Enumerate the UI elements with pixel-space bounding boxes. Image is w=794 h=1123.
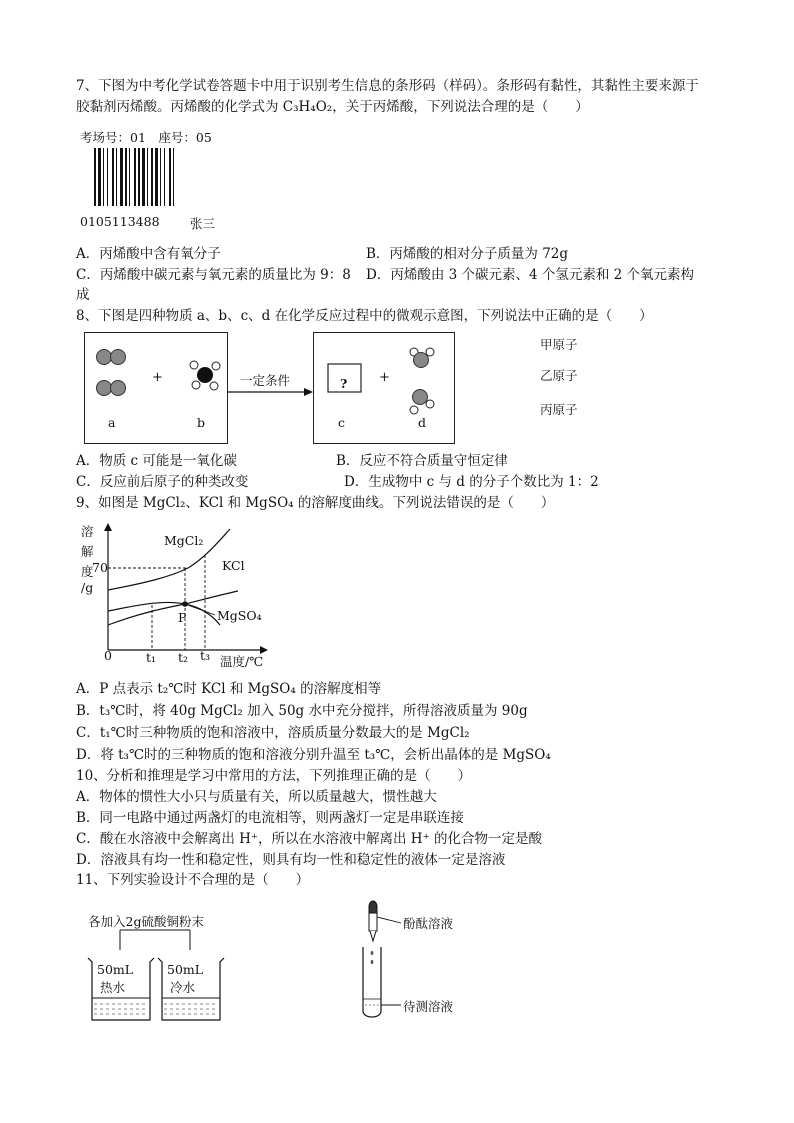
q11-stem: 11、下列实验设计不合理的是（ ） <box>76 872 310 888</box>
barcode-bar <box>129 148 130 206</box>
q8-option-b: B．反应不符合质量守恒定律 <box>336 453 508 469</box>
plus-sign-2: + <box>379 370 390 385</box>
beaker2-volume: 50mL <box>167 962 204 977</box>
x-axis-label: 温度/℃ <box>220 654 264 669</box>
q8-option-c: C．反应前后原子的种类改变 <box>76 474 249 490</box>
origin-label: 0 <box>104 648 112 663</box>
x-tick-t3: t₃ <box>200 648 211 663</box>
barcode-bar <box>94 148 96 206</box>
q9-option-a: A．P 点表示 t₂℃时 KCl 和 MgSO₄ 的溶解度相等 <box>76 681 382 697</box>
label-c: c <box>338 415 346 430</box>
molecule-a <box>97 350 126 396</box>
barcode-bar <box>138 148 140 206</box>
q9-option-b: B．t₃℃时，将 40g MgCl₂ 加入 50g 水中充分搅拌，所得溶液质量为 90g <box>76 703 528 719</box>
q9-stem: 9、如图是 MgCl₂、KCl 和 MgSO₄ 的溶解度曲线。下列说法错误的是（ ） <box>76 495 555 511</box>
y-label-char-1: 溶 <box>81 524 94 539</box>
x-tick-t1: t₁ <box>146 650 157 665</box>
q10-option-b: B．同一电路中通过两盏灯的电流相等，则两盏灯一定是串联连接 <box>76 810 464 826</box>
barcode-bar <box>125 148 127 206</box>
barcode-number: 0105113488 <box>80 214 160 229</box>
legend-yi-label: 乙原子 <box>540 368 578 383</box>
barcode-bar <box>103 148 104 206</box>
dropper-label: 酚酞溶液 <box>403 916 454 931</box>
beaker1-volume: 50mL <box>97 962 134 977</box>
legend-jia-label: 甲原子 <box>540 337 578 352</box>
series-label-mgcl2: MgCl₂ <box>164 533 204 548</box>
label-b: b <box>197 415 206 430</box>
barcode-bar <box>142 148 145 206</box>
y-label-char-2: 解 <box>81 544 94 559</box>
legend-bing-label: 丙原子 <box>540 402 578 417</box>
unknown-c-symbol: ? <box>340 376 348 391</box>
barcode-bar <box>147 148 148 206</box>
test-tube <box>363 947 401 1017</box>
barcode-bar <box>112 148 114 206</box>
barcode-bar <box>160 148 161 206</box>
plus-sign-1: + <box>152 370 163 385</box>
barcode-name: 张三 <box>190 216 216 231</box>
label-a: a <box>108 415 116 430</box>
test-tube-label: 待测溶液 <box>403 999 454 1014</box>
q10-option-a: A．物体的惯性大小只与质量有关，所以质量越大，惯性越大 <box>76 789 437 805</box>
x-tick-t2: t₂ <box>178 650 189 665</box>
point-p-label: P <box>178 610 187 625</box>
barcode-bar <box>98 148 101 206</box>
y-tick-70: 70 <box>92 560 108 575</box>
q7-option-c: C．丙烯酸中碳元素与氧元素的质量比为 9：8 <box>76 267 351 283</box>
series-label-kcl: KCl <box>222 558 245 573</box>
barcode-bar <box>134 148 136 206</box>
q10-stem: 10、分析和推理是学习中常用的方法，下列推理正确的是（ ） <box>76 768 472 784</box>
q8-option-a: A．物质 c 可能是一氧化碳 <box>76 453 237 469</box>
barcode-bar <box>173 148 174 206</box>
barcode-bar <box>107 148 108 206</box>
reaction-condition: 一定条件 <box>240 373 291 388</box>
q7-option-a: A．丙烯酸中含有氧分子 <box>76 246 221 262</box>
q9-option-c: C．t₁℃时三种物质的饱和溶液中，溶质质量分数最大的是 MgCl₂ <box>76 725 470 741</box>
q7-stem-line2: 胶黏剂丙烯酸。丙烯酸的化学式为 C₃H₄O₂，关于丙烯酸，下列说法合理的是（ ） <box>76 99 589 115</box>
q7-stem-line1: 7、下图为中考化学试卷答题卡中用于识别考生信息的条形码（样码）。条形码有黏性，其黏性主要来源于 <box>76 78 699 94</box>
beaker-caption: 各加入2g硫酸铜粉末 <box>88 914 204 929</box>
curve-mgso4 <box>108 602 220 625</box>
barcode-header: 考场号：01 座号：05 <box>80 130 212 145</box>
y-label-char-3: 度 <box>81 564 94 579</box>
barcode-image <box>92 148 222 206</box>
beaker2-label: 冷水 <box>170 980 196 995</box>
series-label-mgso4: MgSO₄ <box>217 608 262 623</box>
label-d: d <box>418 415 427 430</box>
barcode-bar <box>155 148 158 206</box>
barcode-bar <box>116 148 117 206</box>
barcode-bar <box>120 148 123 206</box>
q9-option-d: D．将 t₃℃时的三种物质的饱和溶液分别升温至 t₃℃，会析出晶体的是 MgSO₄ <box>76 747 551 763</box>
barcode-bar <box>169 148 171 206</box>
q10-option-d: D．溶液具有均一性和稳定性，则具有均一性和稳定性的液体一定是溶液 <box>76 852 506 868</box>
barcode-bar <box>151 148 153 206</box>
molecule-b <box>190 361 220 390</box>
mgso4-leader-line <box>185 604 215 615</box>
dropper <box>369 901 401 941</box>
barcode-bar <box>164 148 165 206</box>
q8-stem: 8、下图是四种物质 a、b、c、d 在化学反应过程中的微观示意图，下列说法中正确的是（ ） <box>76 308 653 324</box>
q7-option-d: D．丙烯酸由 3 个碳元素、4 个氢元素和 2 个氧元素构 <box>366 267 695 283</box>
q10-option-c: C．酸在水溶液中会解离出 H⁺，所以在水溶液中解离出 H⁺ 的化合物一定是酸 <box>76 831 542 847</box>
q7-option-b: B．丙烯酸的相对分子质量为 72g <box>366 246 569 262</box>
q8-option-d: D．生成物中 c 与 d 的分子个数比为 1：2 <box>344 474 599 490</box>
q7-option-d-continued: 成 <box>76 287 90 303</box>
molecule-d <box>410 348 434 414</box>
y-label-char-4: /g <box>81 580 94 595</box>
beaker1-label: 热水 <box>100 980 126 995</box>
